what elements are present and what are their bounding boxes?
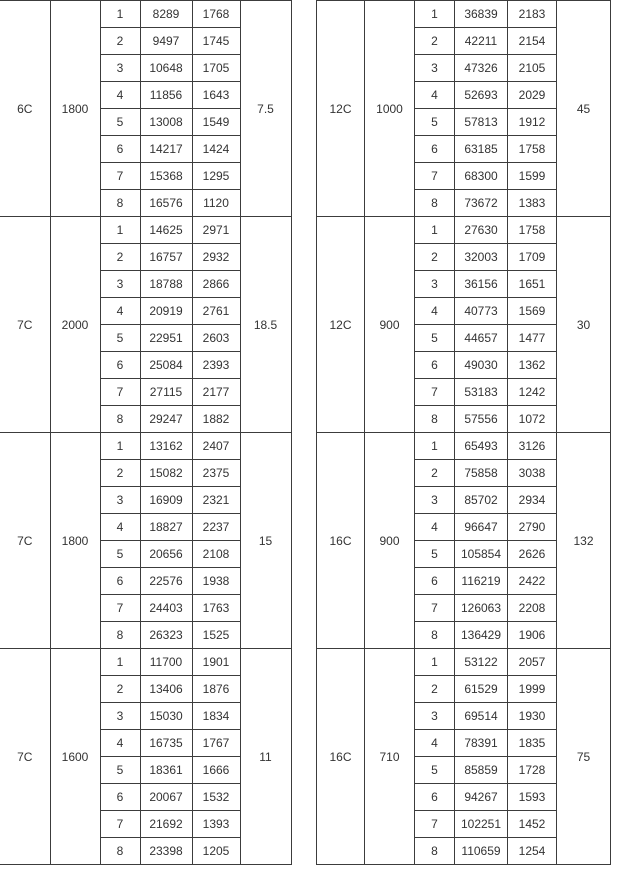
position-cell: 6 xyxy=(100,784,140,811)
airflow-cell: 20067 xyxy=(140,784,192,811)
pressure-cell: 1424 xyxy=(192,136,240,163)
position-cell: 1 xyxy=(100,433,140,460)
pressure-cell: 1745 xyxy=(192,28,240,55)
airflow-cell: 16735 xyxy=(140,730,192,757)
model-cell: 16C xyxy=(317,433,365,649)
airflow-cell: 27115 xyxy=(140,379,192,406)
power-cell: 132 xyxy=(557,433,611,649)
position-cell: 4 xyxy=(100,730,140,757)
position-cell: 5 xyxy=(100,541,140,568)
pressure-cell: 2183 xyxy=(508,1,557,28)
fan-performance-table-left xyxy=(0,0,292,865)
pressure-cell: 1835 xyxy=(508,730,557,757)
pressure-cell: 1477 xyxy=(508,325,557,352)
table-row xyxy=(0,649,291,676)
pressure-cell: 1906 xyxy=(508,622,557,649)
position-cell: 3 xyxy=(415,487,455,514)
airflow-cell: 53122 xyxy=(455,649,508,676)
pressure-cell: 1901 xyxy=(192,649,240,676)
position-cell: 1 xyxy=(415,1,455,28)
airflow-cell: 68300 xyxy=(455,163,508,190)
position-cell: 1 xyxy=(415,433,455,460)
pressure-cell: 2422 xyxy=(508,568,557,595)
power-cell: 30 xyxy=(557,217,611,433)
position-cell: 7 xyxy=(100,163,140,190)
pressure-cell: 2177 xyxy=(192,379,240,406)
pressure-cell: 2393 xyxy=(192,352,240,379)
pressure-cell: 1643 xyxy=(192,82,240,109)
pressure-cell: 1599 xyxy=(508,163,557,190)
airflow-cell: 18361 xyxy=(140,757,192,784)
position-cell: 4 xyxy=(415,730,455,757)
position-cell: 6 xyxy=(415,784,455,811)
pressure-cell: 1758 xyxy=(508,217,557,244)
speed-cell: 1600 xyxy=(50,649,100,865)
airflow-cell: 47326 xyxy=(455,55,508,82)
position-cell: 2 xyxy=(415,244,455,271)
airflow-cell: 65493 xyxy=(455,433,508,460)
pressure-cell: 1834 xyxy=(192,703,240,730)
airflow-cell: 15030 xyxy=(140,703,192,730)
pressure-cell: 2626 xyxy=(508,541,557,568)
pressure-cell: 1651 xyxy=(508,271,557,298)
airflow-cell: 78391 xyxy=(455,730,508,757)
airflow-cell: 20919 xyxy=(140,298,192,325)
position-cell: 5 xyxy=(100,757,140,784)
airflow-cell: 25084 xyxy=(140,352,192,379)
position-cell: 5 xyxy=(415,757,455,784)
table-row xyxy=(317,433,611,460)
pressure-cell: 2237 xyxy=(192,514,240,541)
position-cell: 3 xyxy=(415,271,455,298)
pressure-cell: 2790 xyxy=(508,514,557,541)
pressure-cell: 1882 xyxy=(192,406,240,433)
airflow-cell: 40773 xyxy=(455,298,508,325)
position-cell: 4 xyxy=(415,514,455,541)
position-cell: 2 xyxy=(100,244,140,271)
pressure-cell: 1938 xyxy=(192,568,240,595)
power-cell: 18.5 xyxy=(240,217,291,433)
airflow-cell: 15082 xyxy=(140,460,192,487)
airflow-cell: 110659 xyxy=(455,838,508,865)
pressure-cell: 1728 xyxy=(508,757,557,784)
airflow-cell: 8289 xyxy=(140,1,192,28)
pressure-cell: 1393 xyxy=(192,811,240,838)
airflow-cell: 13406 xyxy=(140,676,192,703)
position-cell: 7 xyxy=(100,379,140,406)
position-cell: 2 xyxy=(415,28,455,55)
position-cell: 7 xyxy=(415,379,455,406)
airflow-cell: 49030 xyxy=(455,352,508,379)
position-cell: 6 xyxy=(100,352,140,379)
position-cell: 4 xyxy=(100,82,140,109)
airflow-cell: 53183 xyxy=(455,379,508,406)
position-cell: 3 xyxy=(415,703,455,730)
airflow-cell: 14625 xyxy=(140,217,192,244)
airflow-cell: 36156 xyxy=(455,271,508,298)
airflow-cell: 61529 xyxy=(455,676,508,703)
position-cell: 5 xyxy=(415,325,455,352)
position-cell: 8 xyxy=(415,406,455,433)
airflow-cell: 136429 xyxy=(455,622,508,649)
position-cell: 8 xyxy=(100,622,140,649)
model-cell: 7C xyxy=(0,217,50,433)
position-cell: 8 xyxy=(100,190,140,217)
pressure-cell: 1452 xyxy=(508,811,557,838)
pressure-cell: 1593 xyxy=(508,784,557,811)
power-cell: 45 xyxy=(557,1,611,217)
pressure-cell: 2761 xyxy=(192,298,240,325)
airflow-cell: 96647 xyxy=(455,514,508,541)
pressure-cell: 3126 xyxy=(508,433,557,460)
power-cell: 11 xyxy=(240,649,291,865)
position-cell: 8 xyxy=(415,622,455,649)
model-cell: 16C xyxy=(317,649,365,865)
pressure-cell: 1709 xyxy=(508,244,557,271)
position-cell: 4 xyxy=(415,298,455,325)
pressure-cell: 1930 xyxy=(508,703,557,730)
pressure-cell: 2029 xyxy=(508,82,557,109)
speed-cell: 1800 xyxy=(50,1,100,217)
table-row xyxy=(317,649,611,676)
pressure-cell: 1362 xyxy=(508,352,557,379)
pressure-cell: 2321 xyxy=(192,487,240,514)
position-cell: 5 xyxy=(415,541,455,568)
pressure-cell: 2603 xyxy=(192,325,240,352)
pressure-cell: 1763 xyxy=(192,595,240,622)
model-cell: 7C xyxy=(0,433,50,649)
airflow-cell: 16909 xyxy=(140,487,192,514)
airflow-cell: 11700 xyxy=(140,649,192,676)
position-cell: 1 xyxy=(100,217,140,244)
pressure-cell: 1242 xyxy=(508,379,557,406)
model-cell: 12C xyxy=(317,1,365,217)
position-cell: 8 xyxy=(415,190,455,217)
position-cell: 2 xyxy=(100,28,140,55)
pressure-cell: 1295 xyxy=(192,163,240,190)
airflow-cell: 11856 xyxy=(140,82,192,109)
position-cell: 3 xyxy=(100,487,140,514)
pressure-cell: 1705 xyxy=(192,55,240,82)
position-cell: 5 xyxy=(415,109,455,136)
position-cell: 4 xyxy=(100,514,140,541)
left-table-container xyxy=(0,0,292,865)
right-table-container xyxy=(316,0,611,865)
airflow-cell: 16757 xyxy=(140,244,192,271)
airflow-cell: 23398 xyxy=(140,838,192,865)
airflow-cell: 75858 xyxy=(455,460,508,487)
airflow-cell: 57813 xyxy=(455,109,508,136)
pressure-cell: 1120 xyxy=(192,190,240,217)
airflow-cell: 20656 xyxy=(140,541,192,568)
speed-cell: 900 xyxy=(365,217,415,433)
pressure-cell: 2208 xyxy=(508,595,557,622)
position-cell: 8 xyxy=(100,406,140,433)
position-cell: 3 xyxy=(100,271,140,298)
fan-performance-table-right xyxy=(316,0,611,865)
airflow-cell: 42211 xyxy=(455,28,508,55)
pressure-cell: 1912 xyxy=(508,109,557,136)
airflow-cell: 14217 xyxy=(140,136,192,163)
table-row xyxy=(0,433,291,460)
speed-cell: 1000 xyxy=(365,1,415,217)
position-cell: 8 xyxy=(415,838,455,865)
position-cell: 4 xyxy=(100,298,140,325)
pressure-cell: 2154 xyxy=(508,28,557,55)
model-cell: 12C xyxy=(317,217,365,433)
airflow-cell: 18788 xyxy=(140,271,192,298)
airflow-cell: 63185 xyxy=(455,136,508,163)
pressure-cell: 2108 xyxy=(192,541,240,568)
airflow-cell: 9497 xyxy=(140,28,192,55)
position-cell: 2 xyxy=(415,676,455,703)
airflow-cell: 15368 xyxy=(140,163,192,190)
pressure-cell: 1876 xyxy=(192,676,240,703)
position-cell: 1 xyxy=(415,649,455,676)
pressure-cell: 2932 xyxy=(192,244,240,271)
airflow-cell: 21692 xyxy=(140,811,192,838)
position-cell: 5 xyxy=(100,109,140,136)
airflow-cell: 24403 xyxy=(140,595,192,622)
airflow-cell: 73672 xyxy=(455,190,508,217)
airflow-cell: 116219 xyxy=(455,568,508,595)
table-row xyxy=(317,217,611,244)
airflow-cell: 85702 xyxy=(455,487,508,514)
position-cell: 6 xyxy=(415,136,455,163)
pressure-cell: 1072 xyxy=(508,406,557,433)
airflow-cell: 36839 xyxy=(455,1,508,28)
airflow-cell: 85859 xyxy=(455,757,508,784)
table-row xyxy=(0,1,291,28)
position-cell: 3 xyxy=(100,703,140,730)
airflow-cell: 13008 xyxy=(140,109,192,136)
position-cell: 7 xyxy=(415,811,455,838)
pressure-cell: 1767 xyxy=(192,730,240,757)
airflow-cell: 10648 xyxy=(140,55,192,82)
airflow-cell: 29247 xyxy=(140,406,192,433)
pressure-cell: 1758 xyxy=(508,136,557,163)
speed-cell: 900 xyxy=(365,433,415,649)
position-cell: 7 xyxy=(100,811,140,838)
position-cell: 5 xyxy=(100,325,140,352)
position-cell: 6 xyxy=(415,352,455,379)
airflow-cell: 57556 xyxy=(455,406,508,433)
position-cell: 2 xyxy=(415,460,455,487)
pressure-cell: 1254 xyxy=(508,838,557,865)
position-cell: 6 xyxy=(415,568,455,595)
pressure-cell: 2407 xyxy=(192,433,240,460)
airflow-cell: 126063 xyxy=(455,595,508,622)
position-cell: 4 xyxy=(415,82,455,109)
pressure-cell: 1999 xyxy=(508,676,557,703)
pressure-cell: 1532 xyxy=(192,784,240,811)
model-cell: 6C xyxy=(0,1,50,217)
table-row xyxy=(0,217,291,244)
airflow-cell: 16576 xyxy=(140,190,192,217)
airflow-cell: 44657 xyxy=(455,325,508,352)
power-cell: 75 xyxy=(557,649,611,865)
airflow-cell: 27630 xyxy=(455,217,508,244)
position-cell: 1 xyxy=(100,649,140,676)
pressure-cell: 1569 xyxy=(508,298,557,325)
airflow-cell: 26323 xyxy=(140,622,192,649)
pressure-cell: 1549 xyxy=(192,109,240,136)
pressure-cell: 2057 xyxy=(508,649,557,676)
pressure-cell: 1205 xyxy=(192,838,240,865)
airflow-cell: 22576 xyxy=(140,568,192,595)
pressure-cell: 3038 xyxy=(508,460,557,487)
pressure-cell: 2105 xyxy=(508,55,557,82)
pressure-cell: 1768 xyxy=(192,1,240,28)
pressure-cell: 2971 xyxy=(192,217,240,244)
position-cell: 7 xyxy=(100,595,140,622)
airflow-cell: 102251 xyxy=(455,811,508,838)
position-cell: 1 xyxy=(100,1,140,28)
airflow-cell: 22951 xyxy=(140,325,192,352)
speed-cell: 710 xyxy=(365,649,415,865)
power-cell: 15 xyxy=(240,433,291,649)
airflow-cell: 105854 xyxy=(455,541,508,568)
pressure-cell: 1525 xyxy=(192,622,240,649)
position-cell: 2 xyxy=(100,460,140,487)
pressure-cell: 1666 xyxy=(192,757,240,784)
airflow-cell: 32003 xyxy=(455,244,508,271)
pressure-cell: 1383 xyxy=(508,190,557,217)
airflow-cell: 13162 xyxy=(140,433,192,460)
position-cell: 7 xyxy=(415,163,455,190)
position-cell: 3 xyxy=(415,55,455,82)
position-cell: 2 xyxy=(100,676,140,703)
pressure-cell: 2934 xyxy=(508,487,557,514)
position-cell: 7 xyxy=(415,595,455,622)
model-cell: 7C xyxy=(0,649,50,865)
speed-cell: 1800 xyxy=(50,433,100,649)
airflow-cell: 52693 xyxy=(455,82,508,109)
airflow-cell: 94267 xyxy=(455,784,508,811)
power-cell: 7.5 xyxy=(240,1,291,217)
airflow-cell: 18827 xyxy=(140,514,192,541)
speed-cell: 2000 xyxy=(50,217,100,433)
table-row xyxy=(317,1,611,28)
position-cell: 6 xyxy=(100,136,140,163)
airflow-cell: 69514 xyxy=(455,703,508,730)
position-cell: 3 xyxy=(100,55,140,82)
pressure-cell: 2375 xyxy=(192,460,240,487)
position-cell: 8 xyxy=(100,838,140,865)
position-cell: 6 xyxy=(100,568,140,595)
pressure-cell: 2866 xyxy=(192,271,240,298)
position-cell: 1 xyxy=(415,217,455,244)
